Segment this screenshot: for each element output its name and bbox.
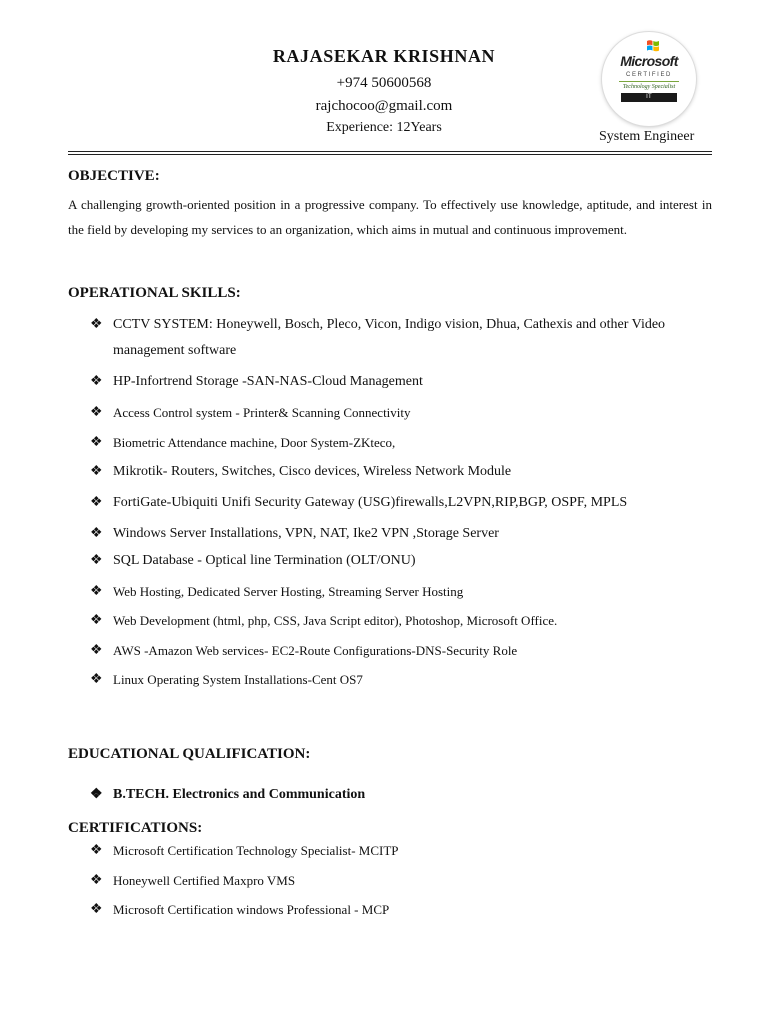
skill-item	[90, 548, 690, 574]
skill-text: Mikrotik- Routers, Switches, Cisco devices, Wireless Network Module	[113, 464, 512, 479]
skill-item	[90, 608, 690, 634]
skill-text: SQL Database - Optical line Termination (OLT/ONU)	[113, 553, 416, 568]
education-item	[90, 782, 690, 808]
skill-item	[90, 312, 690, 364]
bullet-icon: ❖	[90, 613, 103, 628]
certification-text: Honeywell Certified Maxpro VMS	[113, 873, 296, 888]
bullet-icon: ❖	[90, 843, 103, 858]
skill-item	[90, 400, 690, 426]
skill-text: AWS -Amazon Web services- EC2-Route Configurations-DNS-Security Role	[113, 643, 518, 658]
bullet-icon: ❖	[90, 672, 103, 687]
bullet-icon: ❖	[90, 584, 103, 599]
bullet-icon: ❖	[90, 553, 103, 568]
skills-heading: OPERATIONAL SKILLS:	[68, 285, 241, 301]
skill-text: CCTV SYSTEM: Honeywell, Bosch, Pleco, Vicon, Indigo vision, Dhua, Cathexis and other Video management software	[113, 317, 666, 358]
skill-text: Web Development (html, php, CSS, Java Script editor), Photoshop, Microsoft Office.	[113, 613, 558, 628]
bullet-icon: ❖	[90, 405, 103, 420]
bullet-icon: ❖	[90, 902, 103, 917]
skill-item	[90, 459, 690, 485]
objective-heading: OBJECTIVE:	[68, 168, 160, 184]
microsoft-certified-logo	[602, 32, 696, 126]
candidate-name: RAJASEKAR KRISHNAN	[272, 46, 496, 66]
windows-flag-icon	[646, 39, 660, 53]
header-divider	[68, 151, 712, 152]
skill-text: Web Hosting, Dedicated Server Hosting, Streaming Server Hosting	[113, 584, 464, 599]
objective-text: A challenging growth-oriented position in a progressive company. To effectively use knowledge, aptitude, and interest in the field by developing my services to an organization, which aims in mutual and continuous improvement.	[68, 197, 712, 237]
bullet-icon: ❖	[90, 317, 103, 332]
certifications-heading: CERTIFICATIONS:	[68, 820, 203, 836]
skill-item	[90, 490, 690, 516]
bullet-icon: ❖	[90, 435, 103, 450]
bullet-icon: ❖	[90, 464, 103, 479]
logo-brand: Microsoft	[620, 53, 678, 69]
certification-item	[90, 868, 690, 894]
certification-item	[90, 838, 690, 864]
certification-item	[90, 897, 690, 923]
logo-specialist: Technology Specialist	[622, 84, 676, 90]
header-divider-secondary	[68, 154, 712, 155]
email-address: rajchocoo@gmail.com	[315, 98, 453, 114]
phone-number: +974 50600568	[336, 75, 432, 91]
job-role: System Engineer	[599, 129, 695, 144]
skill-text: Access Control system - Printer& Scanning Connectivity	[113, 405, 411, 420]
bullet-icon: ❖	[90, 374, 103, 389]
logo-track: IT PROFESSIONAL	[621, 93, 677, 102]
bullet-icon: ❖	[90, 787, 103, 802]
bullet-icon: ❖	[90, 643, 103, 658]
skill-item	[90, 369, 690, 395]
logo-certified: CERTIFIED	[626, 72, 672, 78]
skill-item	[90, 430, 690, 456]
bullet-icon: ❖	[90, 873, 103, 888]
bullet-icon: ❖	[90, 526, 103, 541]
bullet-icon: ❖	[90, 495, 103, 510]
skill-text: Biometric Attendance machine, Door System-ZKteco,	[113, 435, 396, 450]
certification-text: Microsoft Certification Technology Specialist- MCITP	[113, 843, 399, 858]
skill-text: Linux Operating System Installations-Cent OS7	[113, 672, 363, 687]
experience-years: Experience: 12Years	[326, 120, 442, 135]
education-heading: EDUCATIONAL QUALIFICATION:	[68, 746, 311, 762]
skill-item	[90, 667, 690, 693]
skill-text: FortiGate-Ubiquiti Unifi Security Gateway (USG)firewalls,L2VPN,RIP,BGP, OSPF, MPLS	[113, 495, 628, 510]
skill-item	[90, 521, 690, 547]
skill-text: HP-Infortrend Storage -SAN-NAS-Cloud Management	[113, 374, 423, 389]
skill-text: Windows Server Installations, VPN, NAT, Ike2 VPN ,Storage Server	[113, 526, 499, 541]
skill-item	[90, 579, 690, 605]
certification-text: Microsoft Certification windows Professional - MCP	[113, 902, 390, 917]
education-text: B.TECH. Electronics and Communication	[113, 787, 366, 802]
logo-divider	[619, 81, 679, 82]
skill-item	[90, 638, 690, 664]
